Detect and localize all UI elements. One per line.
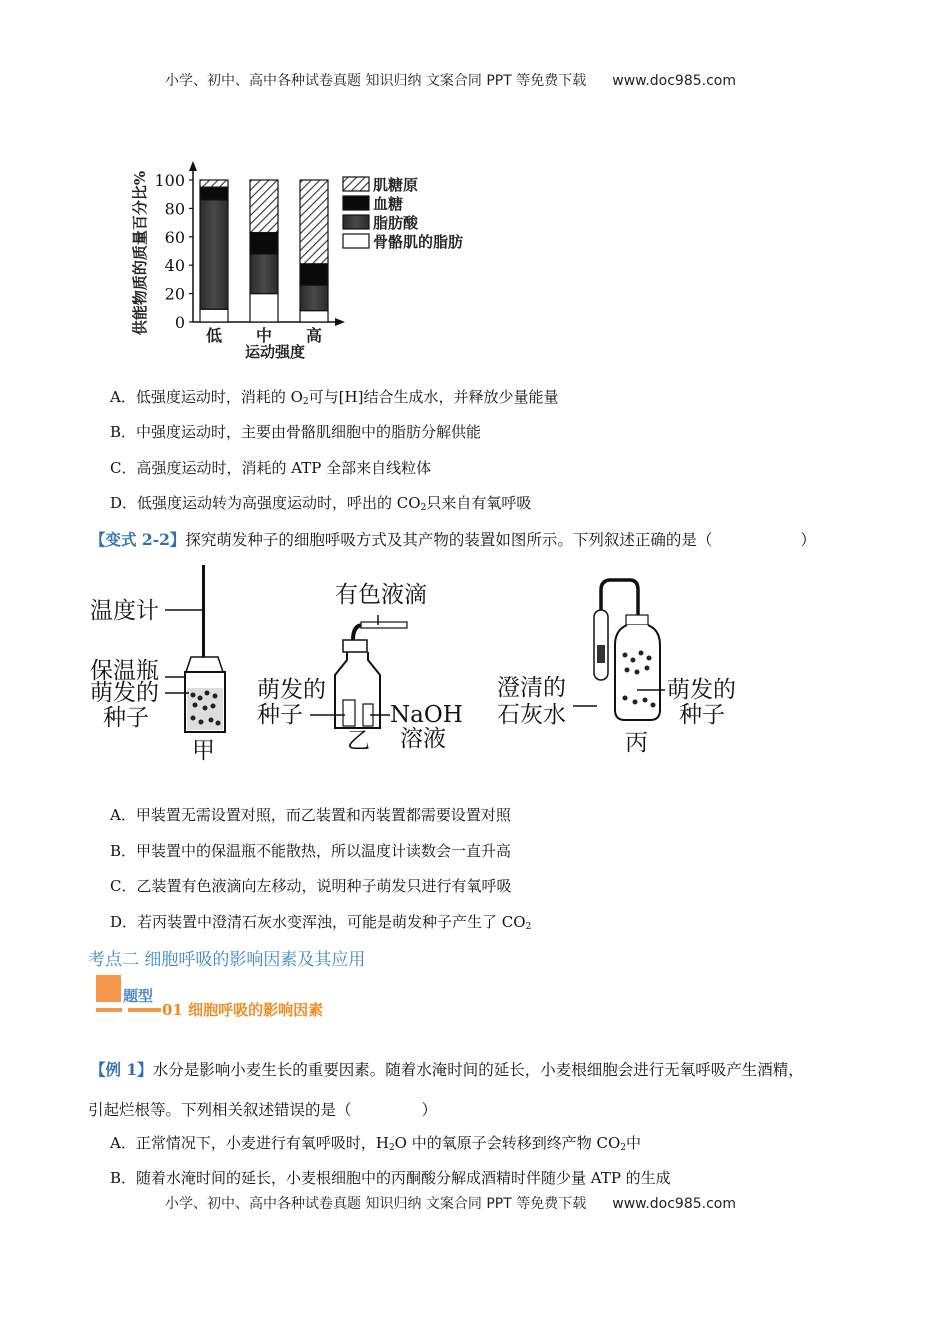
question-tag: 【变式 2-2】 [90, 530, 186, 549]
svg-text:甲: 甲 [192, 738, 215, 764]
badge-subtitle: 01 细胞呼吸的影响因素 [162, 1001, 324, 1019]
svg-text:0: 0 [174, 313, 185, 332]
svg-text:低: 低 [205, 326, 223, 345]
option-a: A．低强度运动时，消耗的 $O_2$可与[H]结合生成水，并释放少量能量 [110, 388, 559, 407]
page-footer [165, 1193, 736, 1213]
svg-text:100: 100 [154, 171, 185, 190]
question-text: 引起烂根等。下列相关叙述错误的是（ [88, 1101, 352, 1119]
svg-text:种子: 种子 [679, 702, 725, 728]
header-text: 小学、初中、高中各种试卷真题 知识归纳 文案合同 PPT 等免费下载 [165, 73, 587, 89]
option-text: 低强度运动转为高强度运动时，呼出的 CO [137, 494, 421, 512]
apparatus-bing [497, 580, 736, 756]
question-3-stem-line1 [90, 1058, 804, 1080]
option-b: B．随着水淹时间的延长，小麦根细胞中的丙酮酸分解成酒精时伴随少量 ATP 的生成 [110, 1169, 671, 1187]
question-tag: 【例 1】 [90, 1060, 153, 1079]
option-d: D．低强度运动转为高强度运动时，呼出的 $CO_2$只来自有氧呼吸 [110, 494, 532, 513]
section-heading: 考点二 细胞呼吸的影响因素及其应用 [88, 950, 366, 970]
option-text: 中强度运动时，主要由骨骼肌细胞中的脂肪分解供能 [136, 423, 482, 441]
option-label: B． [110, 842, 137, 860]
badge-underline-2 [128, 1008, 161, 1012]
option-label: D． [110, 913, 138, 931]
option-label: A． [110, 388, 136, 406]
option-label: D． [110, 494, 138, 512]
svg-text:乙: 乙 [347, 728, 370, 754]
option-label: B． [110, 423, 137, 441]
option-text: 低强度运动时，消耗的 O [135, 388, 303, 406]
svg-text:高: 高 [305, 326, 323, 345]
option-label: C． [110, 459, 137, 477]
svg-text:40: 40 [164, 256, 185, 276]
energy-source-chart [125, 145, 485, 370]
badge-title: 题型 [123, 987, 154, 1005]
question-text: 探究萌发种子的细胞呼吸方式及其产物的装置如图所示。下列叙述正确的是（ [185, 531, 713, 549]
svg-text:NaOH: NaOH [390, 702, 463, 728]
option-text: 甲装置无需设置对照，而乙装置和丙装置都需要设置对照 [135, 806, 511, 824]
chart-legend [343, 176, 463, 251]
page-header [165, 70, 736, 90]
y-axis-label [131, 171, 149, 335]
badge-underline-1 [96, 1008, 122, 1012]
svg-text:中: 中 [255, 326, 273, 345]
footer-text: 小学、初中、高中各种试卷真题 知识归纳 文案合同 PPT 等免费下载 [165, 1196, 587, 1212]
option-text: 乙装置有色液滴向左移动，说明种子萌发只进行有氧呼吸 [136, 877, 512, 895]
svg-text:肌糖原: 肌糖原 [373, 176, 419, 194]
answer-paren-close: ） [800, 531, 816, 549]
svg-text:种子: 种子 [257, 702, 303, 728]
option-b [110, 840, 511, 861]
svg-text:澄清的: 澄清的 [497, 675, 566, 701]
svg-text:萌发的: 萌发的 [667, 677, 736, 703]
option-d: D．若丙装置中澄清石灰水变浑浊，可能是萌发种子产生了 $CO_2$ [110, 913, 532, 932]
footer-url: www.doc985.com [612, 1196, 736, 1212]
svg-text:有色液滴: 有色液滴 [335, 582, 427, 608]
option-c [110, 875, 512, 896]
question-type-badge [96, 975, 356, 1020]
svg-text:石灰水: 石灰水 [497, 702, 566, 728]
option-label: A． [110, 806, 136, 824]
bars [200, 180, 328, 322]
question-3-stem-line2 [88, 1098, 437, 1120]
svg-text:血糖: 血糖 [373, 195, 404, 213]
answer-paren-close: ） [421, 1101, 438, 1119]
svg-text:萌发的: 萌发的 [257, 677, 326, 703]
question-2-stem [90, 528, 816, 550]
svg-text:丙: 丙 [625, 730, 648, 756]
option-label: C． [110, 877, 137, 895]
option-b [110, 421, 481, 442]
apparatus-yi [257, 582, 463, 754]
x-axis-arrow-icon [335, 318, 345, 326]
svg-text:脂肪酸: 脂肪酸 [373, 214, 419, 232]
svg-text:保温瓶: 保温瓶 [90, 658, 159, 684]
option-text: 若丙装置中澄清石灰水变浑浊，可能是萌发种子产生了 CO [137, 913, 526, 931]
svg-text:种子: 种子 [103, 705, 149, 731]
header-url: www.doc985.com [612, 73, 736, 89]
option-text: 高强度运动时，消耗的 ATP 全部来自线粒体 [136, 459, 432, 477]
svg-text:温度计: 温度计 [90, 598, 159, 624]
svg-text:20: 20 [164, 284, 185, 304]
y-axis-arrow-icon [189, 161, 197, 171]
stacked-bar-chart [125, 145, 485, 370]
question-text: 水分是影响小麦生长的重要因素。随着水淹时间的延长，小麦根细胞会进行无氧呼吸产生酒精， [152, 1061, 804, 1079]
x-axis-label: 运动强度 [244, 343, 306, 361]
apparatus-jia [90, 565, 225, 764]
option-a: A．正常情况下，小麦进行有氧呼吸时，$H_2O$ 中的氧原子会转移到终产物 $CO_2$中 [110, 1134, 642, 1153]
svg-text:60: 60 [164, 227, 185, 247]
option-c [110, 457, 431, 478]
svg-text:萌发的: 萌发的 [90, 680, 159, 706]
badge-square [96, 975, 121, 1002]
svg-text:供能物质的质量百分比%: 供能物质的质量百分比% [131, 170, 149, 336]
apparatus-diagram [85, 560, 765, 765]
option-a [110, 804, 511, 825]
svg-text:80: 80 [164, 199, 185, 219]
svg-text:骨骼肌的脂肪: 骨骼肌的脂肪 [373, 233, 464, 251]
option-text: 甲装置中的保温瓶不能散热，所以温度计读数会一直升高 [136, 842, 512, 860]
y-ticks [154, 171, 193, 332]
svg-text:溶液: 溶液 [400, 726, 446, 752]
